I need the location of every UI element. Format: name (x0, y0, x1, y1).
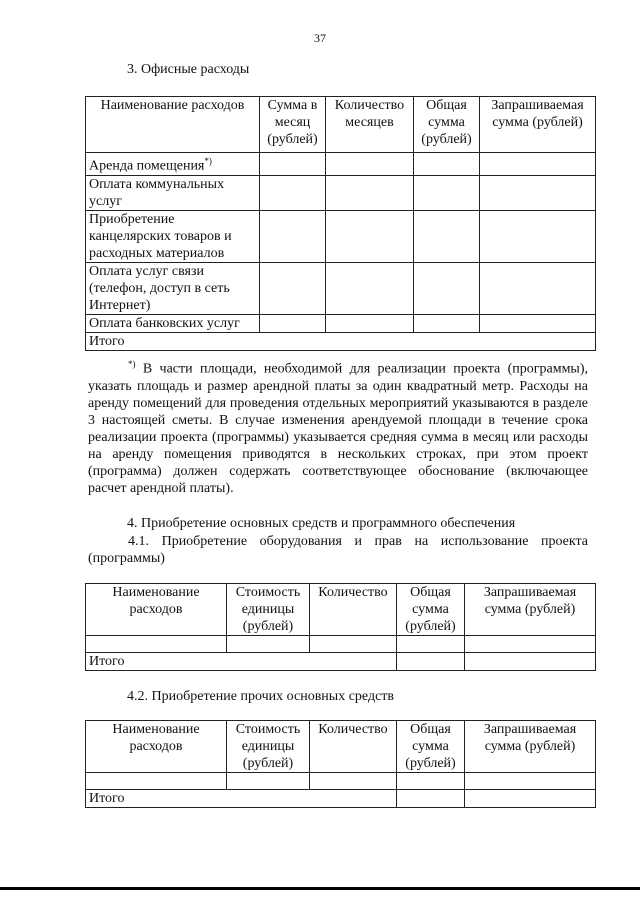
cell-months[interactable] (326, 153, 414, 176)
row-label: Оплата банковских услуг (86, 314, 260, 332)
row-label: Приобретение канцелярских товаров и расходных материалов (86, 210, 260, 262)
cell-monthly[interactable] (260, 262, 326, 314)
table-row (86, 153, 596, 176)
cell-requested[interactable] (465, 653, 596, 671)
section-4-title: 4. Приобретение основных средств и программного обеспечения (127, 516, 516, 531)
header-quantity: Количество (310, 721, 397, 773)
total-row (86, 332, 596, 350)
table-header-row (86, 584, 596, 636)
table-row (86, 773, 596, 790)
footnote-mark: *) (128, 359, 136, 369)
cell-quantity[interactable] (310, 636, 397, 653)
cell-total[interactable] (397, 790, 465, 808)
cell-requested[interactable] (480, 153, 596, 176)
total-label: Итого (86, 653, 397, 671)
row-label (86, 153, 260, 176)
header-total-amount: Общая сумма (рублей) (397, 721, 465, 773)
cell-total[interactable] (397, 653, 465, 671)
cell-requested[interactable] (480, 314, 596, 332)
total-label: Итого (86, 790, 397, 808)
row-label: Оплата услуг связи (телефон, доступ в сеть Интернет) (86, 262, 260, 314)
header-unit-cost: Стоимость единицы (рублей) (227, 584, 310, 636)
cell-requested[interactable] (480, 262, 596, 314)
table-header-row (86, 97, 596, 153)
cell-monthly[interactable] (260, 210, 326, 262)
cell-total[interactable] (414, 175, 480, 210)
table-row (86, 262, 596, 314)
office-expenses-table (85, 96, 596, 351)
header-quantity: Количество (310, 584, 397, 636)
header-requested-amount: Запрашиваемая сумма (рублей) (465, 721, 596, 773)
total-row (86, 653, 596, 671)
cell-months[interactable] (326, 314, 414, 332)
cell-total[interactable] (414, 314, 480, 332)
cell-name[interactable] (86, 773, 227, 790)
section-4-1-title: 4.1. Приобретение оборудования и прав на использование проекта (программы) (88, 534, 588, 566)
table-header-row (86, 721, 596, 773)
bottom-rule (0, 887, 640, 890)
cell-total[interactable] (397, 636, 465, 653)
cell-months[interactable] (326, 262, 414, 314)
other-assets-table (85, 720, 596, 808)
cell-requested[interactable] (465, 790, 596, 808)
cell-monthly[interactable] (260, 153, 326, 176)
cell-requested[interactable] (480, 175, 596, 210)
header-total-amount: Общая сумма (рублей) (414, 97, 480, 153)
cell-total[interactable] (414, 262, 480, 314)
cell-months[interactable] (326, 175, 414, 210)
section-3-title: 3. Офисные расходы (127, 62, 250, 77)
cell-monthly[interactable] (260, 314, 326, 332)
cell-unit-cost[interactable] (227, 636, 310, 653)
row-label: Оплата коммунальных услуг (86, 175, 260, 210)
footnote-text: В части площади, необходимой для реализации проекта (программы), указать площадь и размер арендной платы за один квадратный метр. Расходы на аренду помещений для проведения отдельных мероприятий указываются в разделе 3 настоящей сметы. В случае изменения арендуемой площади в течение срока реализации проекта (программы) указывается средняя сумма в месяц или расходы на аренду помещения приводятся в нескольких строках, при этом проект (программа) должен содержать соответствующее обоснование (включающее расчет арендной платы). (88, 361, 589, 496)
table-row (86, 210, 596, 262)
header-requested-amount: Запрашиваемая сумма (рублей) (465, 584, 596, 636)
cell-monthly[interactable] (260, 175, 326, 210)
footnote-paragraph (88, 356, 588, 497)
table-row (86, 636, 596, 653)
header-expense-name: Наименование расходов (86, 721, 227, 773)
cell-requested[interactable] (465, 773, 596, 790)
cell-name[interactable] (86, 636, 227, 653)
header-expense-name: Наименование расходов (86, 97, 260, 153)
header-expense-name: Наименование расходов (86, 584, 227, 636)
header-monthly-amount: Сумма в месяц (рублей) (260, 97, 326, 153)
footnote-ref: *) (204, 156, 212, 166)
cell-requested[interactable] (480, 210, 596, 262)
cell-total[interactable] (397, 773, 465, 790)
equipment-table (85, 583, 596, 671)
table-row (86, 175, 596, 210)
table-row (86, 314, 596, 332)
total-label: Итого (86, 332, 596, 350)
cell-months[interactable] (326, 210, 414, 262)
header-total-amount: Общая сумма (рублей) (397, 584, 465, 636)
header-months-count: Количество месяцев (326, 97, 414, 153)
cell-total[interactable] (414, 210, 480, 262)
cell-unit-cost[interactable] (227, 773, 310, 790)
total-row (86, 790, 596, 808)
row-label-text: Аренда помещения (89, 158, 205, 174)
section-4-2-title: 4.2. Приобретение прочих основных средств (127, 689, 395, 704)
header-requested-amount: Запрашиваемая сумма (рублей) (480, 97, 596, 153)
cell-total[interactable] (414, 153, 480, 176)
cell-quantity[interactable] (310, 773, 397, 790)
page-number: 37 (314, 31, 326, 45)
header-unit-cost: Стоимость единицы (рублей) (227, 721, 310, 773)
cell-requested[interactable] (465, 636, 596, 653)
